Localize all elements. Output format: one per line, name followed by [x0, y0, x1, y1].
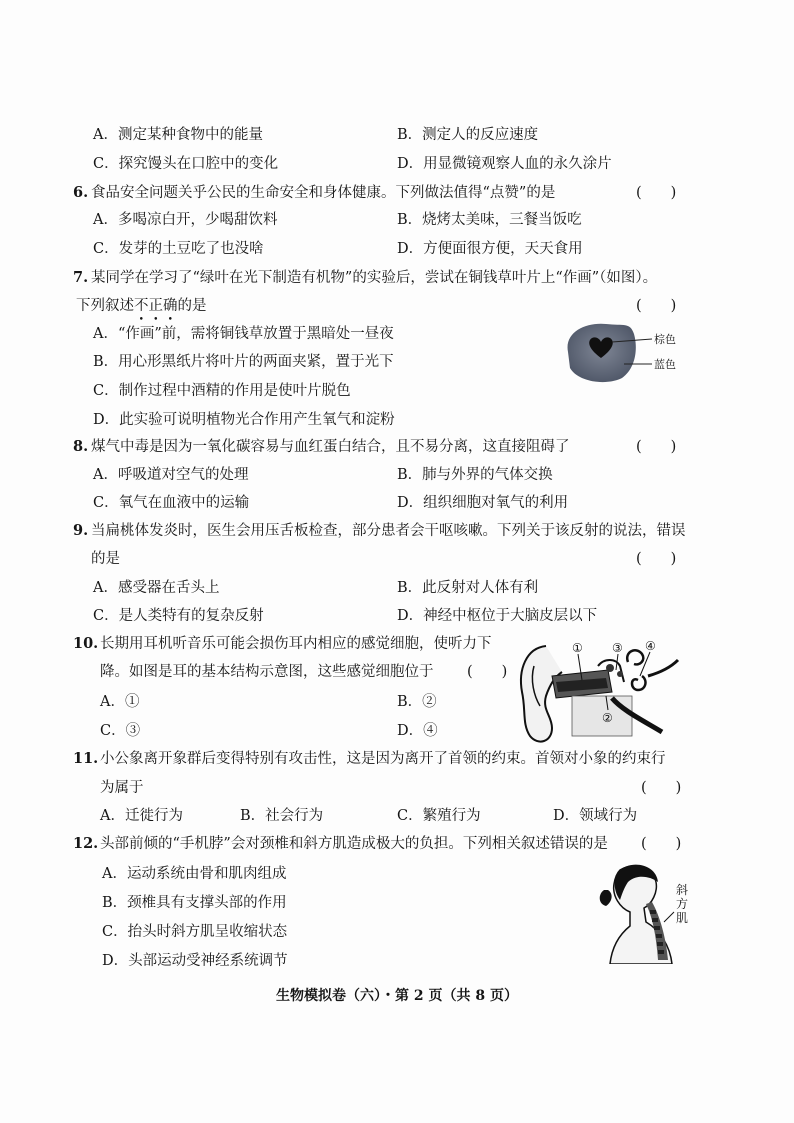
ear-marker-1: ①	[572, 641, 583, 655]
label-char: 方	[676, 897, 689, 911]
neck-figure	[590, 860, 694, 964]
q6-option-a: A．多喝凉白开，少喝甜饮料	[93, 212, 278, 228]
q9-option-b: B．此反射对人体有利	[397, 580, 539, 596]
q12-option-a: A．运动系统由骨和肌肉组成	[102, 866, 287, 882]
q9-option-c: C．是人类特有的复杂反射	[93, 608, 264, 624]
q7-number: 7.	[73, 269, 89, 286]
q9-number: 9.	[73, 522, 89, 539]
q12-answer-paren: ( )	[641, 836, 682, 852]
q8-option-b: B．肺与外界的气体交换	[397, 467, 553, 483]
q5-option-d: D．用显微镜观察人血的永久涂片	[397, 156, 612, 172]
q6-option-b: B．烧烤太美味，三餐当饭吃	[397, 212, 582, 228]
q10-answer-paren: ( )	[467, 664, 508, 680]
ear-diagram	[512, 636, 684, 752]
q7-emphasis-char: 确	[163, 298, 178, 314]
ear-marker-2: ②	[602, 711, 613, 725]
q7-emphasis-char: 不	[134, 298, 149, 314]
q7-option-a: A．“作画”前，需将铜钱草放置于黑暗处一昼夜	[93, 326, 394, 342]
trapezius-label	[676, 882, 692, 925]
q9-stem-line2: 的是	[91, 551, 120, 567]
label-char: 斜	[676, 883, 689, 897]
leaf-figure	[560, 318, 690, 388]
q6-option-c: C．发芽的土豆吃了也没啥	[93, 241, 264, 257]
q12-option-b: B．颈椎具有支撑头部的作用	[102, 895, 287, 911]
q7-stem-pre: 下列叙述	[76, 298, 134, 314]
q11-option-b: B．社会行为	[240, 808, 324, 824]
q9-answer-paren: ( )	[636, 551, 677, 567]
q11-stem-line1: 小公象离开象群后变得特别有攻击性，这是因为离开了首领的约束。首领对小象的约束行	[100, 751, 666, 767]
q8-answer-paren: ( )	[636, 439, 677, 455]
ponytail-shape	[600, 890, 612, 906]
q11-number: 11.	[73, 750, 99, 767]
label-char: 肌	[676, 911, 689, 925]
q8-stem: 煤气中毒是因为一氧化碳容易与血红蛋白结合，且不易分离，这直接阻碍了	[91, 439, 570, 455]
q12-number: 12.	[73, 835, 99, 852]
q7-stem-line1: 某同学在学习了“绿叶在光下制造有机物”的实验后，尝试在铜钱草叶片上“作画”（如图）。	[91, 270, 658, 286]
q7-option-b: B．用心形黑纸片将叶片的两面夹紧，置于光下	[93, 354, 394, 370]
page-footer: 生物模拟卷（六）・第 2 页（共 8 页）	[276, 988, 518, 1004]
q5-option-c: C．探究馒头在口腔中的变化	[93, 156, 279, 172]
q10-option-b: B．②	[397, 694, 437, 710]
q10-option-a: A．①	[100, 694, 140, 710]
q11-option-a: A．迁徙行为	[100, 808, 183, 824]
q7-emphasis-char: 正	[148, 298, 163, 314]
q6-number: 6.	[73, 184, 89, 201]
q7-stem-post: 的是	[177, 298, 207, 314]
q10-stem-line2: 降。如图是耳的基本结构示意图，这些感觉细胞位于	[100, 664, 434, 680]
q7-answer-paren: ( )	[636, 298, 677, 314]
cochlea	[632, 676, 645, 690]
q8-option-a: A．呼吸道对空气的处理	[93, 467, 249, 483]
q9-stem-line1: 当扁桃体发炎时，医生会用压舌板检查，部分患者会干呕咳嗽。下列关于该反射的说法，错误	[91, 523, 686, 539]
q7-option-d: D．此实验可说明植物光合作用产生氧气和淀粉	[93, 412, 395, 428]
q9-option-d: D．神经中枢位于大脑皮层以下	[397, 608, 598, 624]
semicircular-canals	[627, 650, 643, 664]
q11-option-c: C．繁殖行为	[397, 808, 481, 824]
ear-marker-3: ③	[612, 641, 623, 655]
leaf-label-brown: 棕色	[654, 333, 676, 346]
q10-stem-line1: 长期用耳机听音乐可能会损伤耳内相应的感觉细胞，使听力下	[100, 636, 492, 652]
q8-option-c: C．氧气在血液中的运输	[93, 495, 250, 511]
q11-stem-line2: 为属于	[100, 780, 144, 796]
q8-option-d: D．组织细胞对氧气的利用	[397, 495, 569, 511]
q6-stem: 食品安全问题关乎公民的生命安全和身体健康。下列做法值得“点赞”的是	[91, 185, 556, 201]
q6-answer-paren: ( )	[636, 185, 677, 201]
q12-option-c: C．抬头时斜方肌呈收缩状态	[102, 924, 288, 940]
q8-number: 8.	[73, 438, 89, 455]
q5-option-b: B．测定人的反应速度	[397, 127, 539, 143]
q7-option-c: C．制作过程中酒精的作用是使叶片脱色	[93, 383, 351, 399]
q12-option-d: D．头部运动受神经系统调节	[102, 953, 288, 969]
q10-number: 10.	[73, 635, 99, 652]
ear-marker-4: ④	[645, 639, 656, 653]
q9-option-a: A．感受器在舌头上	[93, 580, 220, 596]
q6-option-d: D．方便面很方便，天天食用	[397, 241, 583, 257]
q12-stem: 头部前倾的“手机脖”会对颈椎和斜方肌造成极大的负担。下列相关叙述错误的是	[100, 836, 608, 852]
q10-option-d: D．④	[397, 723, 438, 739]
q11-answer-paren: ( )	[641, 780, 682, 796]
leaf-label-blue: 蓝色	[654, 358, 676, 371]
q10-option-c: C．③	[100, 723, 141, 739]
q5-option-a: A．测定某种食物中的能量	[93, 127, 263, 143]
q11-option-d: D．领域行为	[553, 808, 638, 824]
q7-stem-line2	[76, 296, 207, 316]
